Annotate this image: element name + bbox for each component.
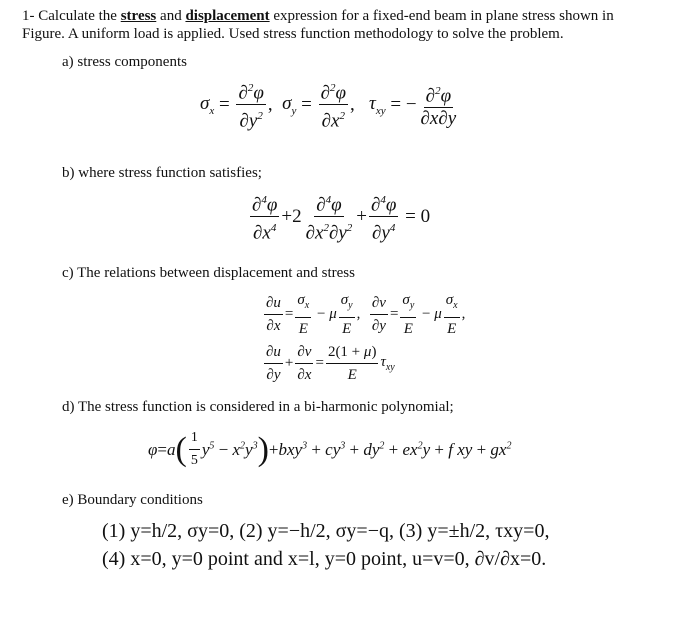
intro-rest: expression for a fixed-end beam in plane stress shown in bbox=[269, 8, 614, 24]
section-c-heading: c) The relations between displacement and stress bbox=[62, 265, 355, 281]
boundary-condition-line-2: (4) x=0, y=0 point and x=l, y=0 point, u=v=0, ∂v/∂x=0. bbox=[102, 548, 547, 570]
strain-relations-equation: $\frac{\partial u}{\partial x}$ = $\frac{\sigma_x}{E}$ − μ $\frac{\sigma_y}{E}$ , $\frac{\partial v}{\partial y}$ = $\frac{\sigma_y}{E}$ − μ $\frac{\sigma_x}{E}$ , bbox=[266, 292, 466, 337]
shear-relation-equation: $\frac{\partial u}{\partial y}$ + $\frac{\partial v}{\partial x}$ = $\frac{2(1 + \mu)}{E}$ $\tau_{xy}$ bbox=[266, 344, 395, 383]
biharmonic-equation: $\frac{\partial^4\varphi}{\partial x^4}$ +2 $\frac{\partial^4\varphi}{\partial x^2\partial y^2}$ + $\frac{\partial^4\varphi}{\partial y^4}$ = 0 bbox=[248, 190, 430, 244]
problem-statement bbox=[22, 7, 614, 25]
section-b-heading: b) where stress function satisfies; bbox=[62, 165, 262, 181]
section-e-heading: e) Boundary conditions bbox=[62, 492, 203, 508]
stress-components-equation: $\sigma_x$ = $\frac{\partial^2\varphi}{\partial y^2}$ , $\sigma_y$ = $\frac{\partial^2\varphi}{\partial x^2}$ , $\tau_{xy}$ = − $\frac{\partial^2\varphi}{\partial x\partial y}$ bbox=[200, 78, 460, 132]
intro-and: and bbox=[156, 8, 186, 24]
intro-prefix: 1- Calculate the bbox=[22, 8, 121, 24]
stress-function-polynomial: φ = a ( $\frac{1}{5}$ $y^5$ − $x^2y^3$ ) + bxy$^3$ + $cy^3$ + $dy^2$ + $ex^2y$ + f xy + $gx^2$ bbox=[148, 430, 512, 468]
problem-line-2: Figure. A uniform load is applied. Used stress function methodology to solve the problem. bbox=[22, 26, 564, 42]
keyword-stress: stress bbox=[120, 8, 157, 24]
boundary-condition-line-1: (1) y=h/2, σy=0, (2) y=−h/2, σy=−q, (3) y=±h/2, τxy=0, bbox=[102, 520, 550, 542]
section-a-heading: a) stress components bbox=[62, 54, 187, 70]
keyword-displacement: displacement bbox=[185, 8, 270, 24]
section-d-heading: d) The stress function is considered in a bi-harmonic polynomial; bbox=[62, 399, 454, 415]
